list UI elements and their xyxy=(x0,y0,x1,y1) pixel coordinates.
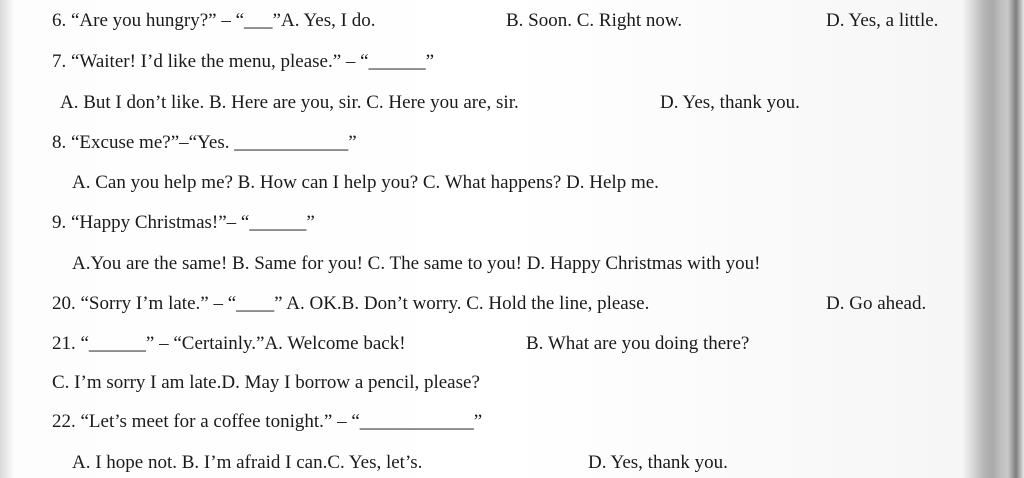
question-9-options: A.You are the same! B. Same for you! C. The same to you! D. Happy Christmas with you! xyxy=(72,253,761,274)
question-9-text: 9. “Happy Christmas!”– “______” xyxy=(52,212,315,233)
question-7-option-d: D. Yes, thank you. xyxy=(660,92,800,113)
question-20-text: 20. “Sorry I’m late.” – “____” A. OK.B. Don’t worry. C. Hold the line, please. xyxy=(52,293,650,314)
question-22-option-d: D. Yes, thank you. xyxy=(588,452,728,473)
question-8-options: A. Can you help me? B. How can I help you? C. What happens? D. Help me. xyxy=(72,172,659,193)
page-edge-shadow-right xyxy=(984,0,1024,478)
question-22-text: 22. “Let’s meet for a coffee tonight.” – “____________” xyxy=(52,411,483,432)
question-8-text: 8. “Excuse me?”–“Yes. ____________” xyxy=(52,132,357,153)
question-21-text: 21. “______” – “Certainly.”A. Welcome back! xyxy=(52,333,406,354)
question-21-options-c-d: C. I’m sorry I am late.D. May I borrow a pencil, please? xyxy=(52,372,480,393)
question-7-options-a-c: A. But I don’t like. B. Here are you, sir. C. Here you are, sir. xyxy=(60,92,519,113)
question-21-option-b: B. What are you doing there? xyxy=(526,333,750,354)
question-6-text: 6. “Are you hungry?” – “___”A. Yes, I do. xyxy=(52,10,376,31)
page-edge-shadow-left xyxy=(0,0,14,478)
question-6-options-b-c: B. Soon. C. Right now. xyxy=(506,10,683,31)
question-20-option-d: D. Go ahead. xyxy=(826,293,927,314)
question-6-option-d: D. Yes, a little. xyxy=(826,10,939,31)
question-22-options-a-c: A. I hope not. B. I’m afraid I can.C. Yes, let’s. xyxy=(72,452,423,473)
question-7-text: 7. “Waiter! I’d like the menu, please.” – “______” xyxy=(52,51,435,72)
